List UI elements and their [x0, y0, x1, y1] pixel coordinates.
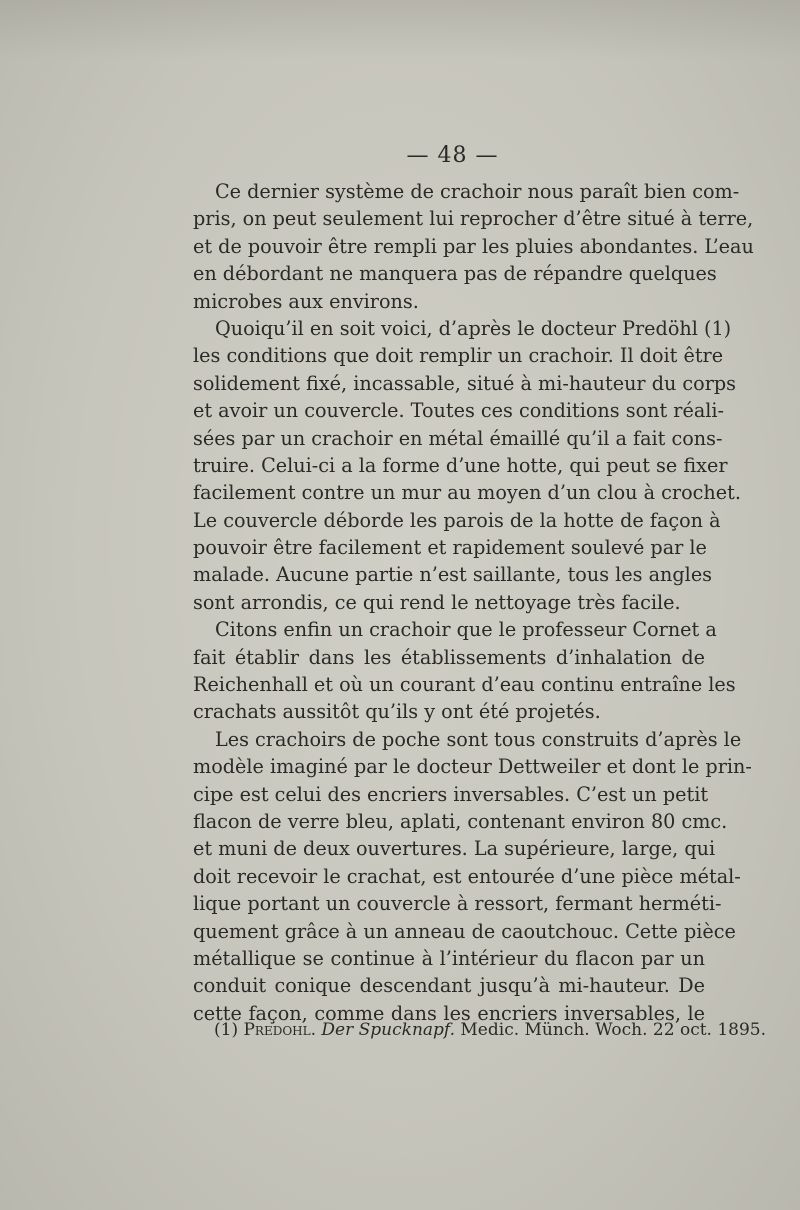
text-line: sées par un crachoir en métal émaillé qu’il a fait cons-	[193, 426, 723, 450]
footnote-title: Der Spucknapf.	[321, 1020, 455, 1040]
text-line: cette façon, comme dans les encriers inversables, le	[193, 1001, 705, 1025]
text-line: modèle imaginé par le docteur Dettweiler et dont le prin-	[193, 755, 752, 779]
text-line: facilement contre un mur au moyen d’un clou à crochet.	[193, 481, 741, 505]
text-line: crachats aussitôt qu’ils y ont été projetés.	[193, 700, 601, 724]
text-line: malade. Aucune partie n’est saillante, tous les angles	[193, 563, 713, 587]
text-line: métallique se continue à l’intérieur du flacon par un	[193, 946, 705, 970]
text-line: en débordant ne manquera pas de répandre quelques	[193, 262, 717, 286]
footnote-marker: (1)	[214, 1020, 244, 1040]
page-number: — 48 —	[406, 143, 499, 168]
text-line: les conditions que doit remplir un crachoir. Il doit être	[193, 344, 724, 368]
text-line: quement grâce à un anneau de caoutchouc. Cette pièce	[193, 919, 736, 943]
text-line: Citons enfin un crachoir que le professeur Cornet a	[215, 618, 717, 642]
text-line: pris, on peut seulement lui reprocher d’être situé à terre,	[193, 207, 754, 231]
text-line: Ce dernier système de crachoir nous paraît bien com-	[215, 180, 740, 203]
text-line: solidement fixé, incassable, situé à mi-hauteur du corps	[193, 371, 737, 395]
text-line: et de pouvoir être rempli par les pluies abondantes. L’eau	[193, 234, 754, 258]
text-line: sont arrondis, ce qui rend le nettoyage très facile.	[193, 590, 681, 614]
footnote-author: Predohl.	[243, 1020, 317, 1040]
text-line: truire. Celui-ci a la forme d’une hotte, qui peut se fixer	[193, 453, 728, 477]
text-line: pouvoir être facilement et rapidement soulevé par le	[193, 536, 707, 560]
body-text	[193, 178, 754, 1027]
text-line: conduit conique descendant jusqu’à mi-hauteur. De	[193, 974, 705, 998]
text-line: cipe est celui des encriers inversables. C’est un petit	[193, 782, 709, 806]
text-line: Reichenhall et où un courant d’eau continu entraîne les	[193, 673, 736, 697]
text-line: doit recevoir le crachat, est entourée d’une pièce métal-	[193, 864, 741, 888]
footnote	[214, 1020, 766, 1040]
text-line: fait établir dans les établissements d’inhalation de	[193, 645, 705, 669]
text-line: lique portant un couvercle à ressort, fermant herméti-	[193, 892, 722, 916]
text-line: flacon de verre bleu, aplati, contenant environ 80 cmc.	[193, 809, 728, 833]
text-line: et avoir un couvercle. Toutes ces conditions sont réali-	[193, 399, 725, 423]
text-line: et muni de deux ouvertures. La supérieure, large, qui	[193, 837, 716, 861]
footnote-source: Medic. Münch. Woch. 22 oct. 1895.	[455, 1020, 767, 1040]
text-line: Les crachoirs de poche sont tous construits d’après le	[215, 727, 742, 751]
text-line: microbes aux environs.	[193, 289, 419, 313]
text-line: Quoiqu’il en soit voici, d’après le docteur Predöhl (1)	[215, 316, 732, 340]
text-line: Le couvercle déborde les parois de la hotte de façon à	[193, 508, 721, 532]
